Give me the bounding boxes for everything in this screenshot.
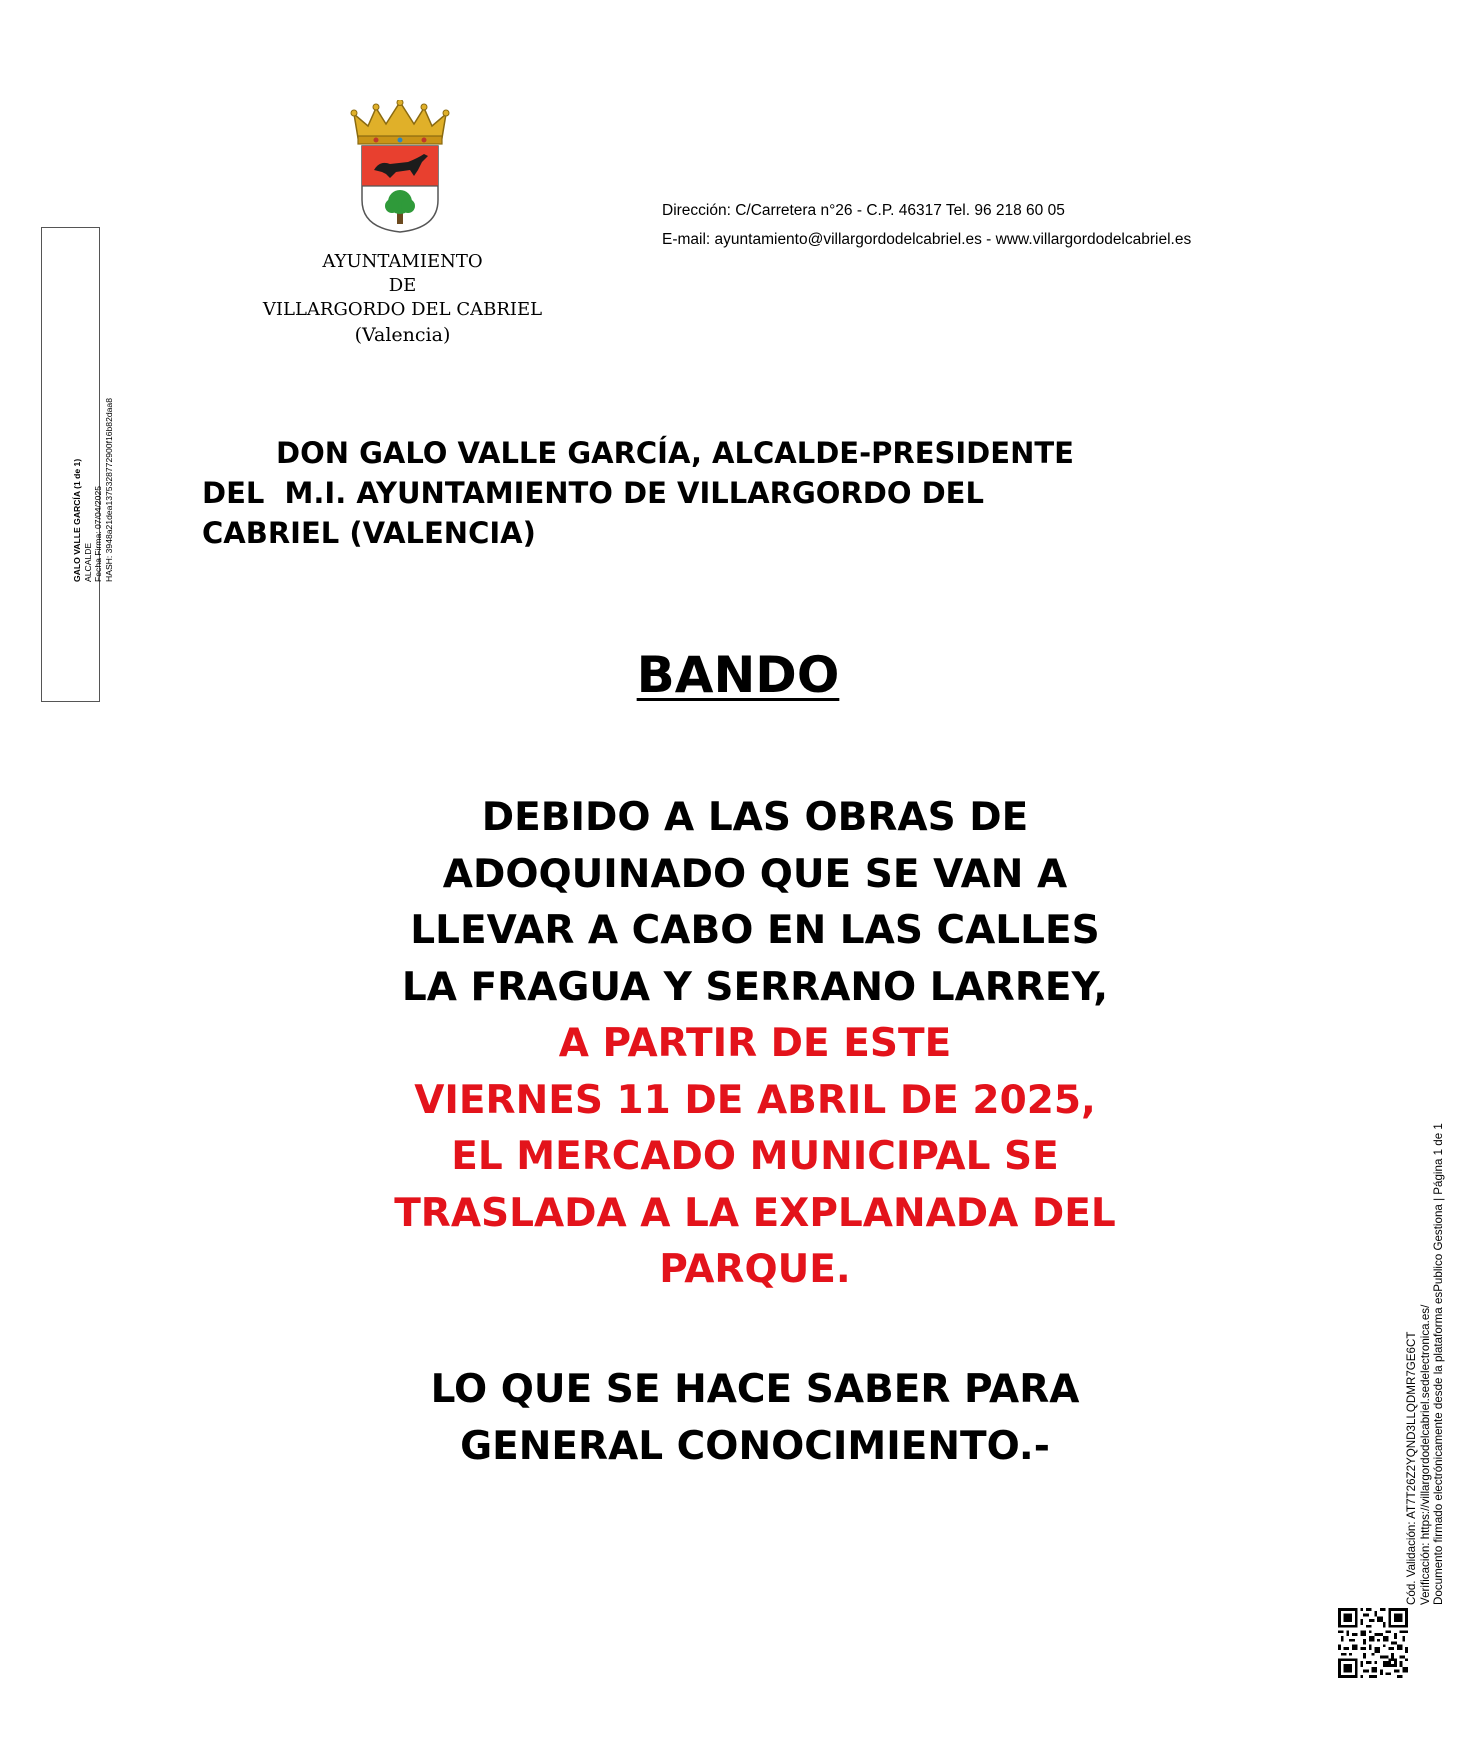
issuer-heading	[202, 433, 1222, 553]
highlight-line-3: EL MERCADO MUNICIPAL SE	[451, 1134, 1059, 1179]
highlight-line-1: A PARTIR DE ESTE	[558, 1021, 952, 1066]
body-line-4: LA FRAGUA Y SERRANO LARREY,	[401, 964, 1109, 1010]
closing-line-1: LO QUE SE HACE SABER PARA	[430, 1367, 1080, 1412]
issuer-line-3: CABRIEL (VALENCIA)	[202, 516, 536, 550]
letterhead-line-3: VILLARGORDO DEL CABRIEL	[262, 299, 543, 320]
validation-code: Cód. Validación: AT7T26Z2YQND3LLQDMR7GE6CT	[1405, 1331, 1418, 1605]
highlight-line-4: TRASLADA A LA EXPLANADA DEL	[394, 1190, 1116, 1236]
contact-info	[662, 196, 1191, 254]
closing-line-2: GENERAL CONOCIMIENTO.-	[460, 1423, 1050, 1469]
announcement-body	[260, 790, 1250, 1299]
letterhead-line-1: AYUNTAMIENTO	[322, 251, 483, 272]
highlight-line-5: PARQUE.	[659, 1247, 851, 1292]
qr-code-icon	[1338, 1608, 1408, 1678]
email-link[interactable]: ayuntamiento@villargordodelcabriel.es	[714, 231, 982, 248]
shield-icon	[362, 146, 438, 232]
document-title	[0, 645, 1476, 705]
signature-date: Fecha Firma: 07/04/2025	[93, 485, 103, 582]
body-line-3: LLEVAR A CABO EN LAS CALLES	[410, 908, 1100, 953]
title-text: BANDO	[636, 646, 840, 704]
email-line	[662, 225, 1191, 254]
issuer-line-2: DEL M.I. AYUNTAMIENTO DE VILLARGORDO DEL	[202, 476, 984, 510]
highlight-line-2: VIERNES 11 DE ABRIL DE 2025,	[414, 1077, 1096, 1123]
verification-url[interactable]: Verificación: https://villargordodelcabriel.sedelectronica.es/	[1418, 1304, 1432, 1605]
municipality-letterhead	[250, 250, 555, 348]
platform-note: Documento firmado electrónicamente desde la plataforma esPublico Gestiona | Página 1 de 1	[1432, 1123, 1445, 1605]
web-link[interactable]: www.villargordodelcabriel.es	[995, 231, 1192, 248]
crown-icon	[351, 100, 449, 144]
body-line-1: DEBIDO A LAS OBRAS DE	[481, 795, 1029, 840]
signature-hash: HASH: 3948a21dea1375328772900f16b82daa8	[103, 398, 114, 582]
coat-of-arms-logo	[346, 100, 454, 234]
address-line: Dirección: C/Carretera n°26 - C.P. 46317 Tel. 96 218 60 05	[662, 202, 1065, 219]
web-separator: -	[981, 231, 996, 248]
closing-statement	[260, 1362, 1250, 1475]
body-line-2: ADOQUINADO QUE SE VAN A	[442, 851, 1068, 897]
issuer-line-1: DON GALO VALLE GARCÍA, ALCALDE-PRESIDENTE	[276, 436, 1074, 470]
signer-name: GALO VALLE GARCÍA (1 de 1)	[72, 458, 82, 582]
email-label: E-mail:	[662, 231, 715, 248]
signer-role: ALCALDE	[82, 542, 93, 582]
letterhead-line-4: (Valencia)	[354, 324, 451, 346]
letterhead-line-2: DE	[388, 275, 417, 296]
